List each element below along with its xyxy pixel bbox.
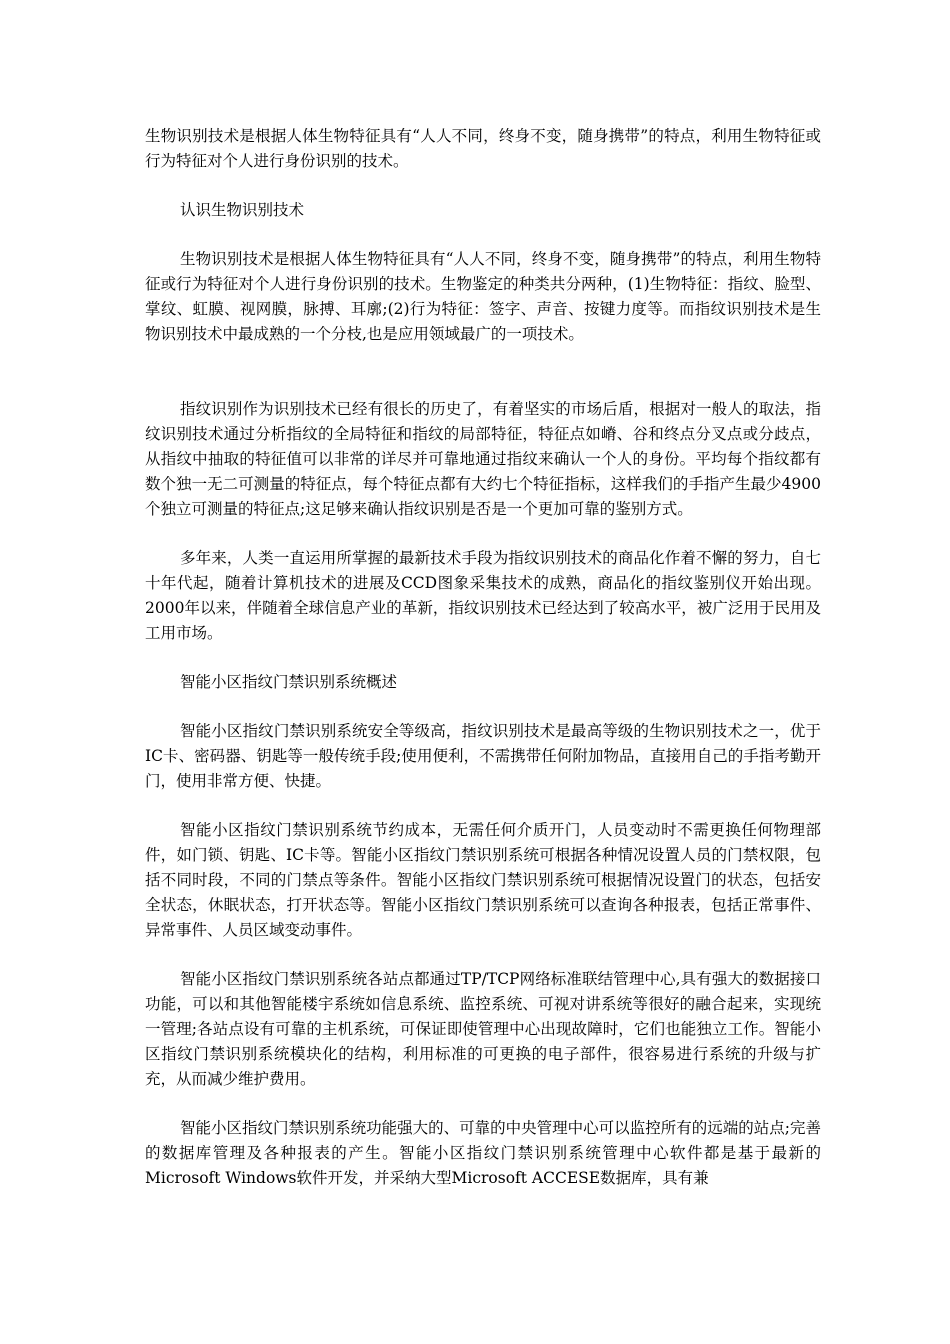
document-page <box>145 124 821 1191</box>
paragraph-network: 智能小区指纹门禁识别系统各站点都通过TP/TCP网络标准联结管理中心,具有强大的数据接口功能，可以和其他智能楼宇系统如信息系统、监控系统、可视对讲系统等很好的融合起来，实现统一管理;各站点设有可靠的主机系统，可保证即使管理中心出现故障时，它们也能独立工作。智能小区指纹门禁识别系统模块化的结构，利用标准的可更换的电子部件，很容易进行系统的升级与扩充，从而减少维护费用。 <box>145 970 821 1088</box>
paragraph-security-level: 智能小区指纹门禁识别系统安全等级高，指纹识别技术是最高等级的生物识别技术之一，优于IC卡、密码器、钥匙等一般传统手段;使用便利，不需携带任何附加物品，直接用自己的手指考勤开门，使用非常方便、快捷。 <box>145 722 821 790</box>
paragraph-commercialization: 多年来，人类一直运用所掌握的最新技术手段为指纹识别技术的商品化作着不懈的努力，自七十年代起，随着计算机技术的进展及CCD图象采集技术的成熟，商品化的指纹鉴别仪开始出现。2000年以来，伴随着全球信息产业的革新，指纹识别技术已经达到了较高水平，被广泛用于民用及工用市场。 <box>145 549 821 642</box>
paragraph-biometrics-overview: 生物识别技术是根据人体生物特征具有“人人不同，终身不变，随身携带”的特点，利用生物特征或行为特征对个人进行身份识别的技术。生物鉴定的种类共分两种，(1)生物特征：指纹、脸型、掌纹、虹膜、视网膜，脉搏、耳廓;(2)行为特征：签字、声音、按键力度等。而指纹识别技术是生物识别技术中最成熟的一个分枝,也是应用领域最广的一项技术。 <box>145 250 821 343</box>
intro-paragraph: 生物识别技术是根据人体生物特征具有“人人不同，终身不变，随身携带”的特点，利用生物特征或行为特征对个人进行身份识别的技术。 <box>145 127 821 170</box>
paragraph-cost-saving: 智能小区指纹门禁识别系统节约成本，无需任何介质开门，人员变动时不需更换任何物理部件，如门锁、钥匙、IC卡等。智能小区指纹门禁识别系统可根据各种情况设置人员的门禁权限，包括不同时段，不同的门禁点等条件。智能小区指纹门禁识别系统可根据情况设置门的状态，包括安全状态，休眠状态，打开状态等。智能小区指纹门禁识别系统可以查询各种报表，包括正常事件、异常事件、人员区域变动事件。 <box>145 821 821 939</box>
section-heading-biometrics: 认识生物识别技术 <box>180 201 305 219</box>
paragraph-management-center: 智能小区指纹门禁识别系统功能强大的、可靠的中央管理中心可以监控所有的远端的站点;完善的数据库管理及各种报表的产生。智能小区指纹门禁识别系统管理中心软件都是基于最新的Microsoft Windows软件开发，并采纳大型Microsoft ACCESE数据库，具有兼 <box>145 1119 821 1187</box>
section-heading-system-overview: 智能小区指纹门禁识别系统概述 <box>180 673 398 691</box>
paragraph-fingerprint-history: 指纹识别作为识别技术已经有很长的历史了，有着坚实的市场后盾，根据对一般人的取法，指纹识别技术通过分析指纹的全局特征和指纹的局部特征，特征点如嵴、谷和终点分叉点或分歧点，从指纹中抽取的特征值可以非常的详尽并可靠地通过指纹来确认一个人的身份。平均每个指纹都有数个独一无二可测量的特征点，每个特征点都有大约七个特征指标，这样我们的手指产生最少4900个独立可测量的特征点;这足够来确认指纹识别是否是一个更加可靠的鉴别方式。 <box>145 400 821 518</box>
